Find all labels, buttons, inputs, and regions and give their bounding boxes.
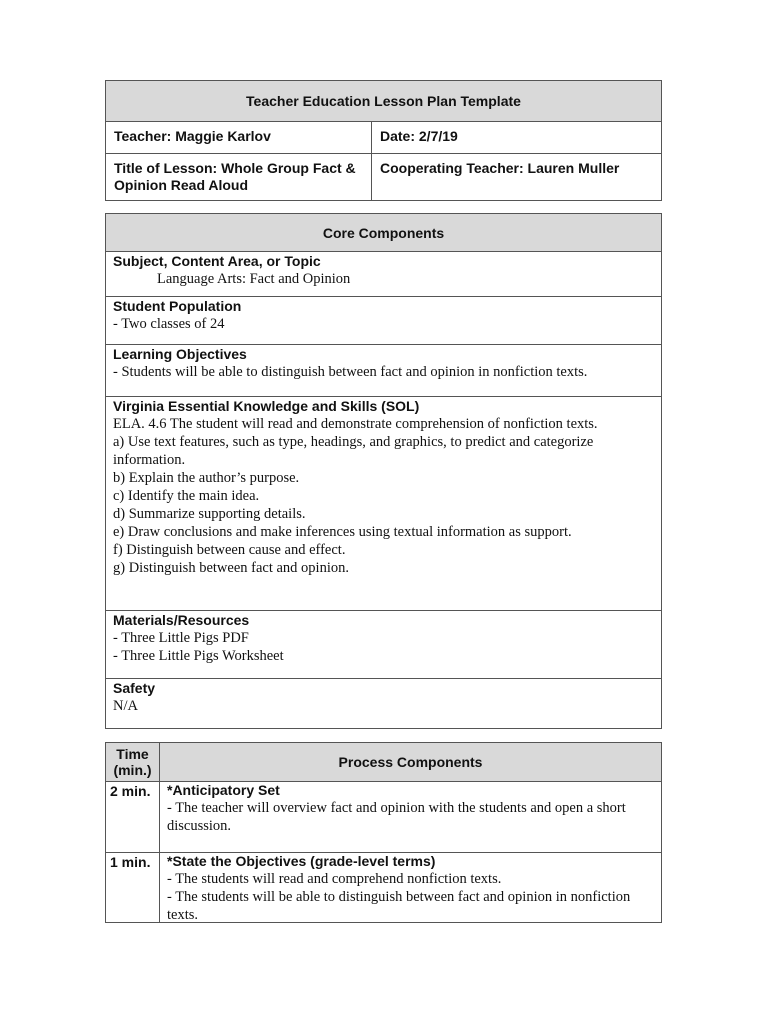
process-row	[106, 852, 661, 922]
sol-line: e) Draw conclusions and make inferences using textual information as support.	[113, 524, 572, 540]
lesson-title-cell: Title of Lesson: Whole Group Fact & Opinion Read Aloud	[106, 154, 372, 200]
process-content	[160, 782, 661, 852]
sol-line: c) Identify the main idea.	[113, 488, 260, 504]
materials-line: - Three Little Pigs Worksheet	[113, 648, 284, 664]
materials-line: - Three Little Pigs PDF	[113, 630, 249, 646]
process-components-header	[160, 743, 661, 781]
core-components-header	[106, 214, 661, 251]
sol-line: ELA. 4.6 The student will read and demonstrate comprehension of nonfiction texts.	[113, 416, 598, 432]
process-line: - The teacher will overview fact and opinion with the students and open a short discussion.	[167, 800, 626, 834]
process-heading: *State the Objectives (grade-level terms)	[167, 853, 436, 869]
population-text: - Two classes of 24	[113, 316, 225, 332]
sol-line: a) Use text features, such as type, headings, and graphics, to predict and categorize information.	[113, 434, 594, 468]
safety-section	[106, 678, 661, 728]
population-heading: Student Population	[113, 298, 242, 314]
subject-text: Language Arts: Fact and Opinion	[157, 271, 351, 287]
cooperating-teacher-cell: Cooperating Teacher: Lauren Muller	[380, 160, 620, 176]
process-line: - The students will be able to distinguish between fact and opinion in nonfiction texts.	[167, 889, 631, 923]
sol-section	[106, 396, 661, 610]
time-header	[106, 743, 160, 781]
header-table	[105, 80, 662, 201]
teacher-date-row	[106, 121, 661, 153]
process-time-text: 2 min.	[110, 783, 151, 799]
lesson-row	[106, 153, 661, 200]
core-components-title: Core Components	[322, 224, 445, 241]
objectives-text: - Students will be able to distinguish between fact and opinion in nonfiction texts.	[113, 364, 588, 380]
sol-line: d) Summarize supporting details.	[113, 506, 306, 522]
teacher-cell: Teacher: Maggie Karlov	[106, 122, 372, 153]
document-title	[106, 81, 661, 121]
process-time-text: 1 min.	[110, 854, 151, 870]
subject-section	[106, 251, 661, 296]
process-row	[106, 781, 661, 852]
process-components-title: Process Components	[338, 754, 483, 770]
sol-line: g) Distinguish between fact and opinion.	[113, 560, 349, 576]
safety-heading: Safety	[113, 680, 156, 696]
process-heading: *Anticipatory Set	[167, 782, 280, 798]
process-components-table	[105, 742, 662, 923]
core-components-table	[105, 213, 662, 729]
time-header-text: Time (min.)	[113, 746, 152, 778]
sol-heading: Virginia Essential Knowledge and Skills (SOL)	[113, 398, 420, 414]
objectives-heading: Learning Objectives	[113, 346, 247, 362]
process-line: - The students will read and comprehend nonfiction texts.	[167, 871, 502, 887]
process-header-row	[106, 743, 661, 781]
objectives-section	[106, 344, 661, 396]
sol-line: f) Distinguish between cause and effect.	[113, 542, 346, 558]
date-cell: Date: 2/7/19	[380, 128, 458, 144]
process-time	[106, 782, 160, 852]
process-time	[106, 853, 160, 922]
materials-heading: Materials/Resources	[113, 612, 250, 628]
document-title-text: Teacher Education Lesson Plan Template	[246, 93, 521, 109]
sol-line: b) Explain the author’s purpose.	[113, 470, 300, 486]
safety-text: N/A	[113, 698, 138, 714]
population-section	[106, 296, 661, 344]
subject-heading: Subject, Content Area, or Topic	[113, 253, 321, 269]
materials-section	[106, 610, 661, 678]
process-content	[160, 853, 661, 922]
